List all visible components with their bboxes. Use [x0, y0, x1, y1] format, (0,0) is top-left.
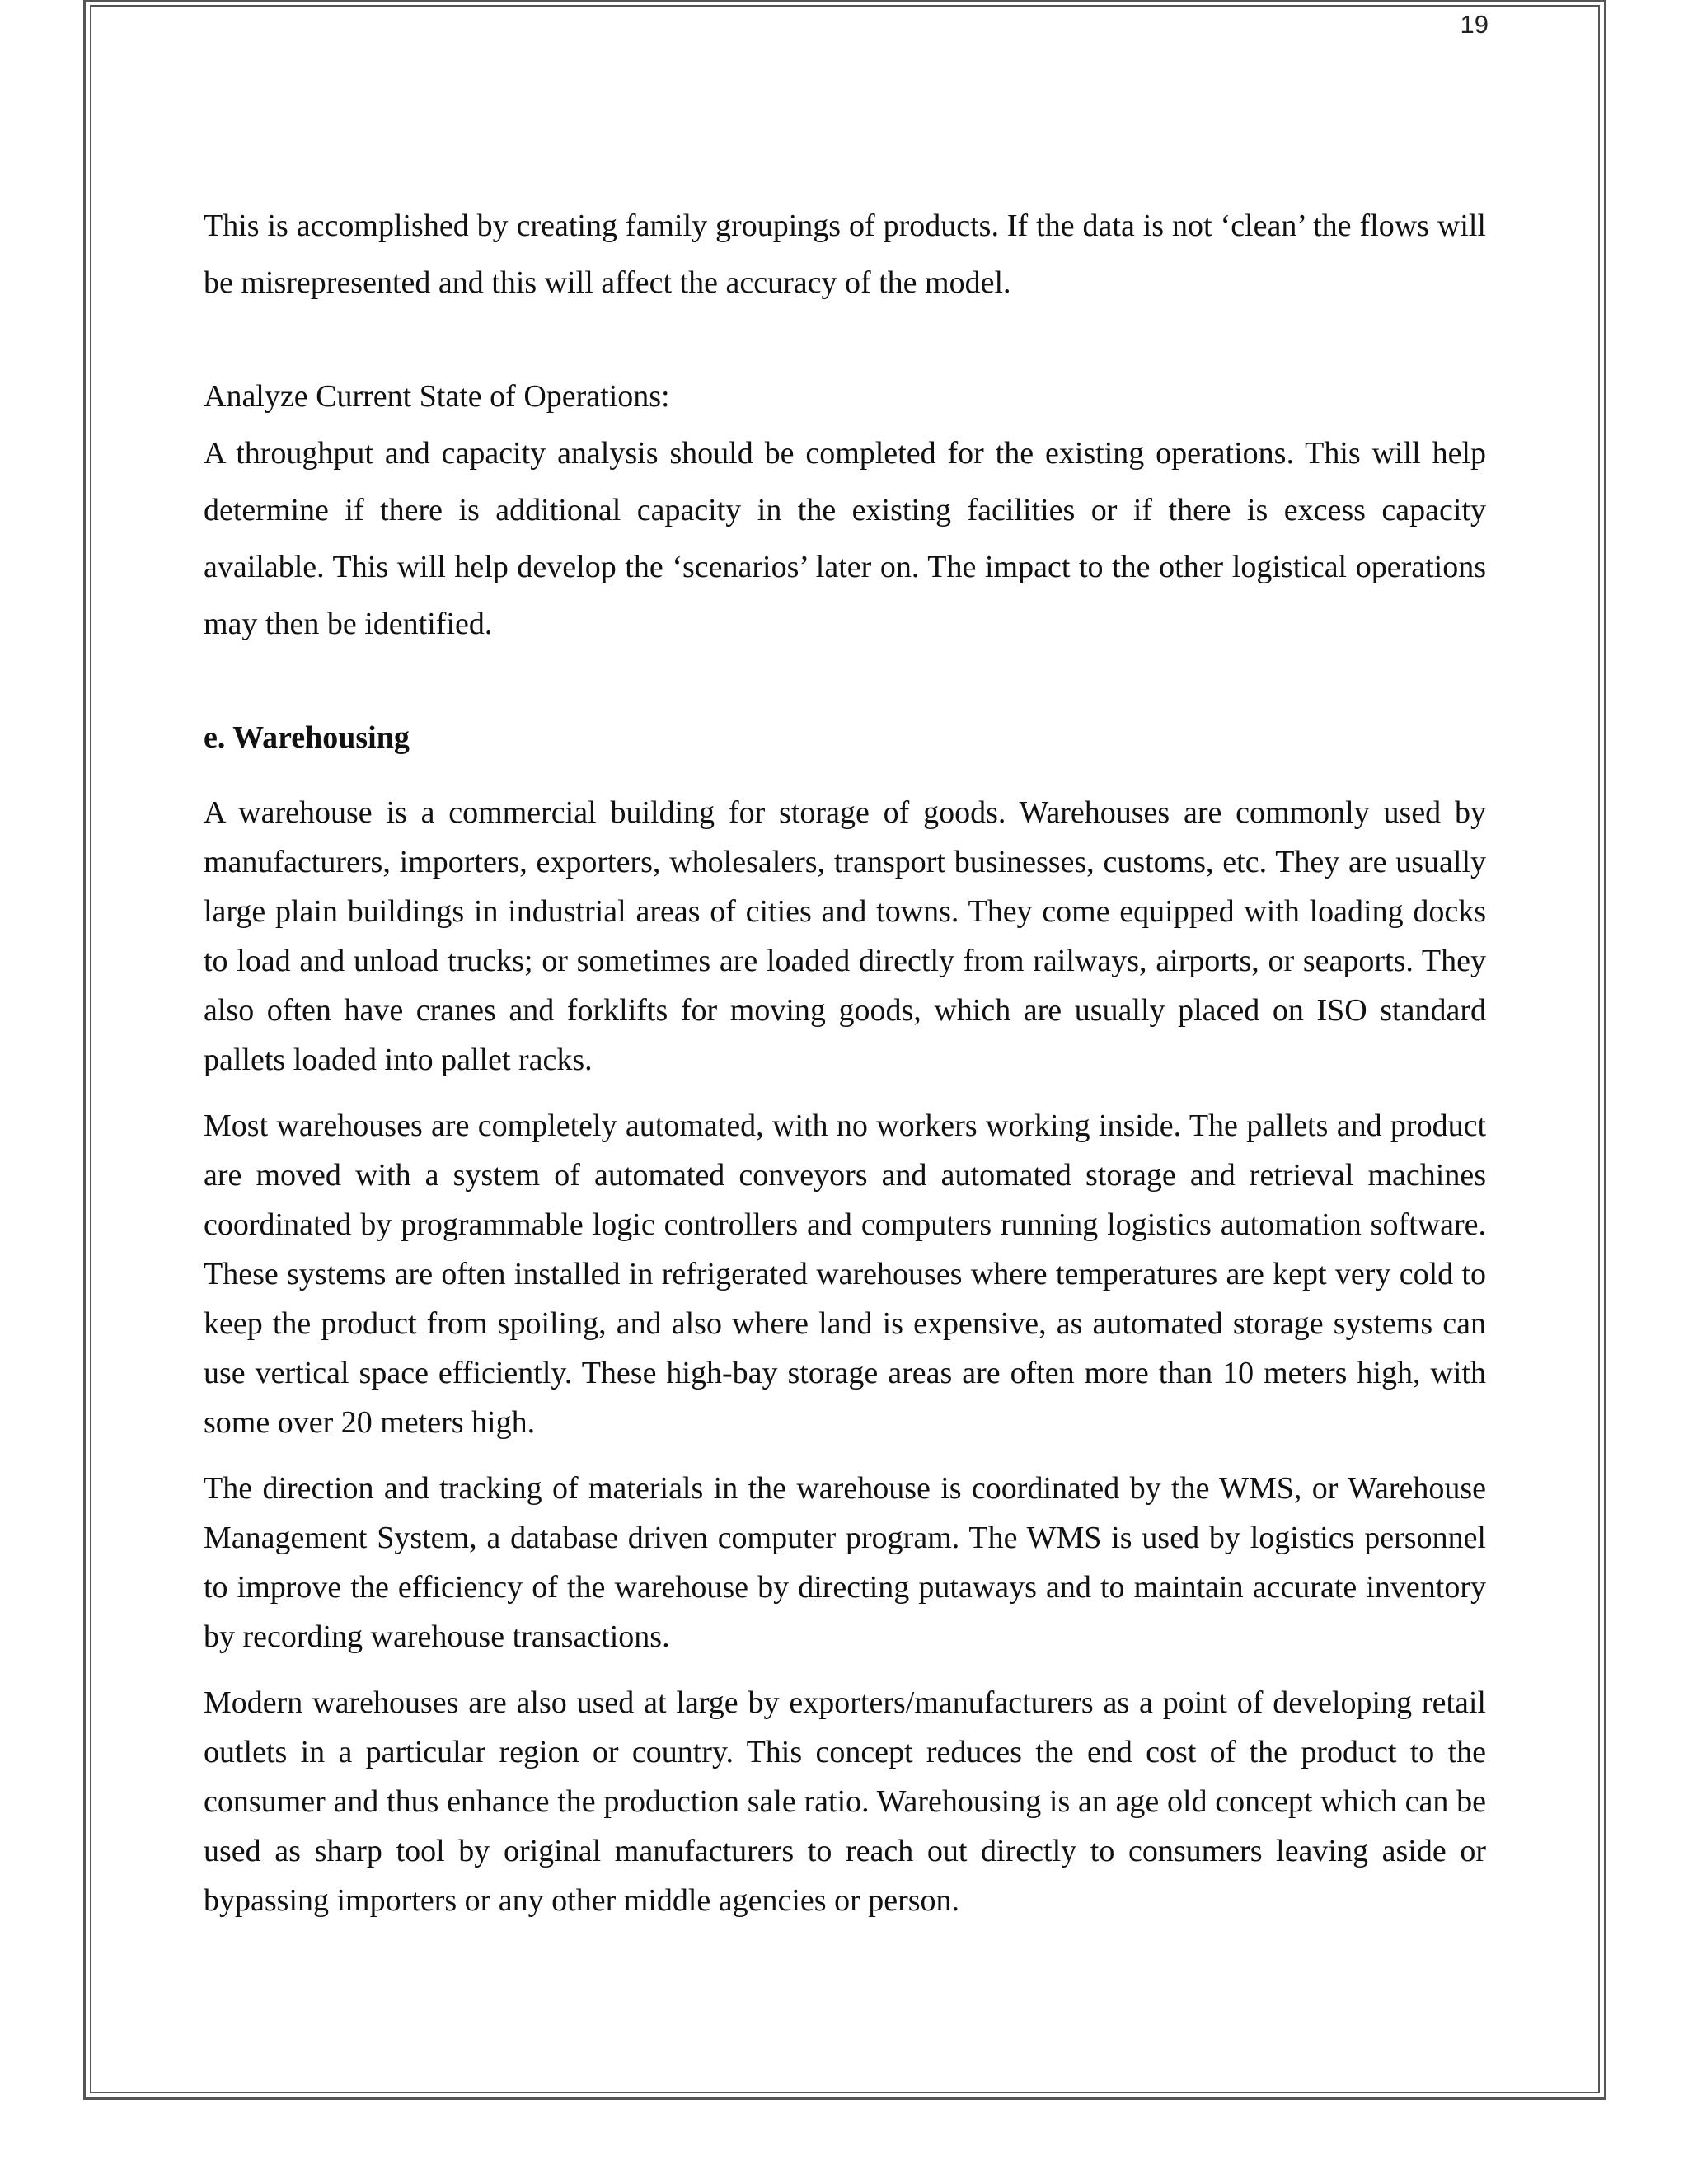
page-number: 19 — [1460, 10, 1489, 39]
spacer — [204, 653, 1486, 710]
section-heading: e. Warehousing — [204, 720, 410, 755]
warehousing-paragraph: A warehouse is a commercial building for storage of goods. Warehouses are commonly used by manufacturers, importers, exporters, wholesalers, transport businesses, customs, etc. They are usually large plain buildings in industrial areas of cities and towns. They come equipped with loading docks to load and unload trucks; or sometimes are loaded directly from railways, airports, or seaports. They also often have cranes and forklifts for moving goods, which are usually placed on ISO standard pallets loaded into pallet racks. — [204, 795, 1486, 1077]
spacer — [204, 312, 1486, 368]
spacer — [204, 766, 1486, 788]
warehousing-paragraph: The direction and tracking of materials in the warehouse is coordinated by the WMS, or Warehouse Management System, a database driven computer program. The WMS is used by logistics personnel to improve the efficiency of the warehouse by directing putaways and to maintain accurate inventory by recording warehouse transactions. — [204, 1471, 1486, 1654]
warehousing-paragraph: Most warehouses are completely automated, with no workers working inside. The pallets and product are moved with a system of automated conveyors and automated storage and retrieval machines coordinated by programmable logic controllers and computers running logistics automation software. These systems are often installed in refrigerated warehouses where temperatures are kept very cold to keep the product from spoiling, and also where land is expensive, as automated storage systems can use vertical space efficiently. These high-bay storage areas are often more than 10 meters high, with some over 20 meters high. — [204, 1108, 1486, 1440]
document-body — [204, 198, 1486, 1942]
warehousing-paragraph: Modern warehouses are also used at large by exporters/manufacturers as a point of developing retail outlets in a particular region or country. This concept reduces the end cost of the product to the consumer and thus enhance the production sale ratio. Warehousing is an age old concept which can be used as sharp tool by original manufacturers to reach out directly to consumers leaving aside or bypassing importers or any other middle agencies or person. — [204, 1685, 1486, 1918]
intro-paragraph: This is accomplished by creating family groupings of products. If the data is not ‘clean’ the flows will be misrepresented and this will affect the accuracy of the model. — [204, 209, 1486, 300]
analyze-heading: Analyze Current State of Operations: — [204, 379, 670, 414]
analyze-paragraph: A throughput and capacity analysis should be completed for the existing operations. This will help determine if there is additional capacity in the existing facilities or if there is excess capacity available. This will help develop the ‘scenarios’ later on. The impact to the other logistical operations may then be identified. — [204, 436, 1486, 641]
